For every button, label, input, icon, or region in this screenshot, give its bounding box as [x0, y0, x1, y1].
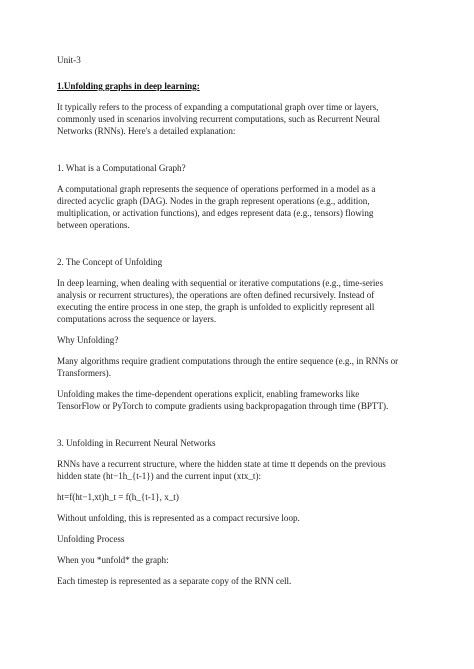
section-2-body: In deep learning, when dealing with sequential or iterative computations (e.g., time-series analysis or recurrent structures), the operations are often defined recursively. Instead of executing the entire process in one step, the graph is unfolded to explicitly represent all computations across the sequence or layers. — [57, 278, 384, 324]
formula: ht=f(ht−1,xt)h_t = f(h_{t-1}, x_t) — [57, 492, 179, 502]
unfolding-process-title: Unfolding Process — [57, 534, 125, 544]
section-2-title: 2. The Concept of Unfolding — [57, 257, 163, 267]
section-3-body: RNNs have a recurrent structure, where the hidden state at time tt depends on the previous hidden state (ht−1h_{t-1}) and the current input (xtx_t): — [57, 459, 386, 481]
unfolding-process-intro: When you *unfold* the graph: — [57, 555, 169, 565]
intro-paragraph: It typically refers to the process of expanding a computational graph over time or layers, commonly used in scenarios involving recurrent computations, such as Recurrent Neural Networks (RNNs). Here's a detailed explanation: — [57, 102, 380, 136]
without-unfolding-text: Without unfolding, this is represented as a compact recursive loop. — [57, 513, 300, 523]
section-1-title: 1. What is a Computational Graph? — [57, 163, 186, 173]
why-unfolding-title: Why Unfolding? — [57, 335, 119, 345]
main-heading: 1.Unfolding graphs in deep learning: — [57, 81, 200, 91]
section-1-body: A computational graph represents the sequence of operations performed in a model as a directed acyclic graph (DAG). Nodes in the graph represent operations (e.g., addition, multiplication, or activation functions), and edges represent data (e.g., tensors) flowing between operations. — [57, 184, 376, 230]
document-body — [57, 54, 429, 596]
section-3-title: 3. Unfolding in Recurrent Neural Networks — [57, 438, 216, 448]
why-unfolding-body-2: Unfolding makes the time-dependent operations explicit, enabling frameworks like TensorFlow or PyTorch to compute gradients using backpropagation through time (BPTT). — [57, 389, 389, 411]
why-unfolding-body-1: Many algorithms require gradient computations through the entire sequence (e.g., in RNNs or Transformers). — [57, 356, 399, 378]
unit-label: Unit-3 — [57, 55, 81, 65]
unfolding-process-step: Each timestep is represented as a separate copy of the RNN cell. — [57, 576, 292, 586]
